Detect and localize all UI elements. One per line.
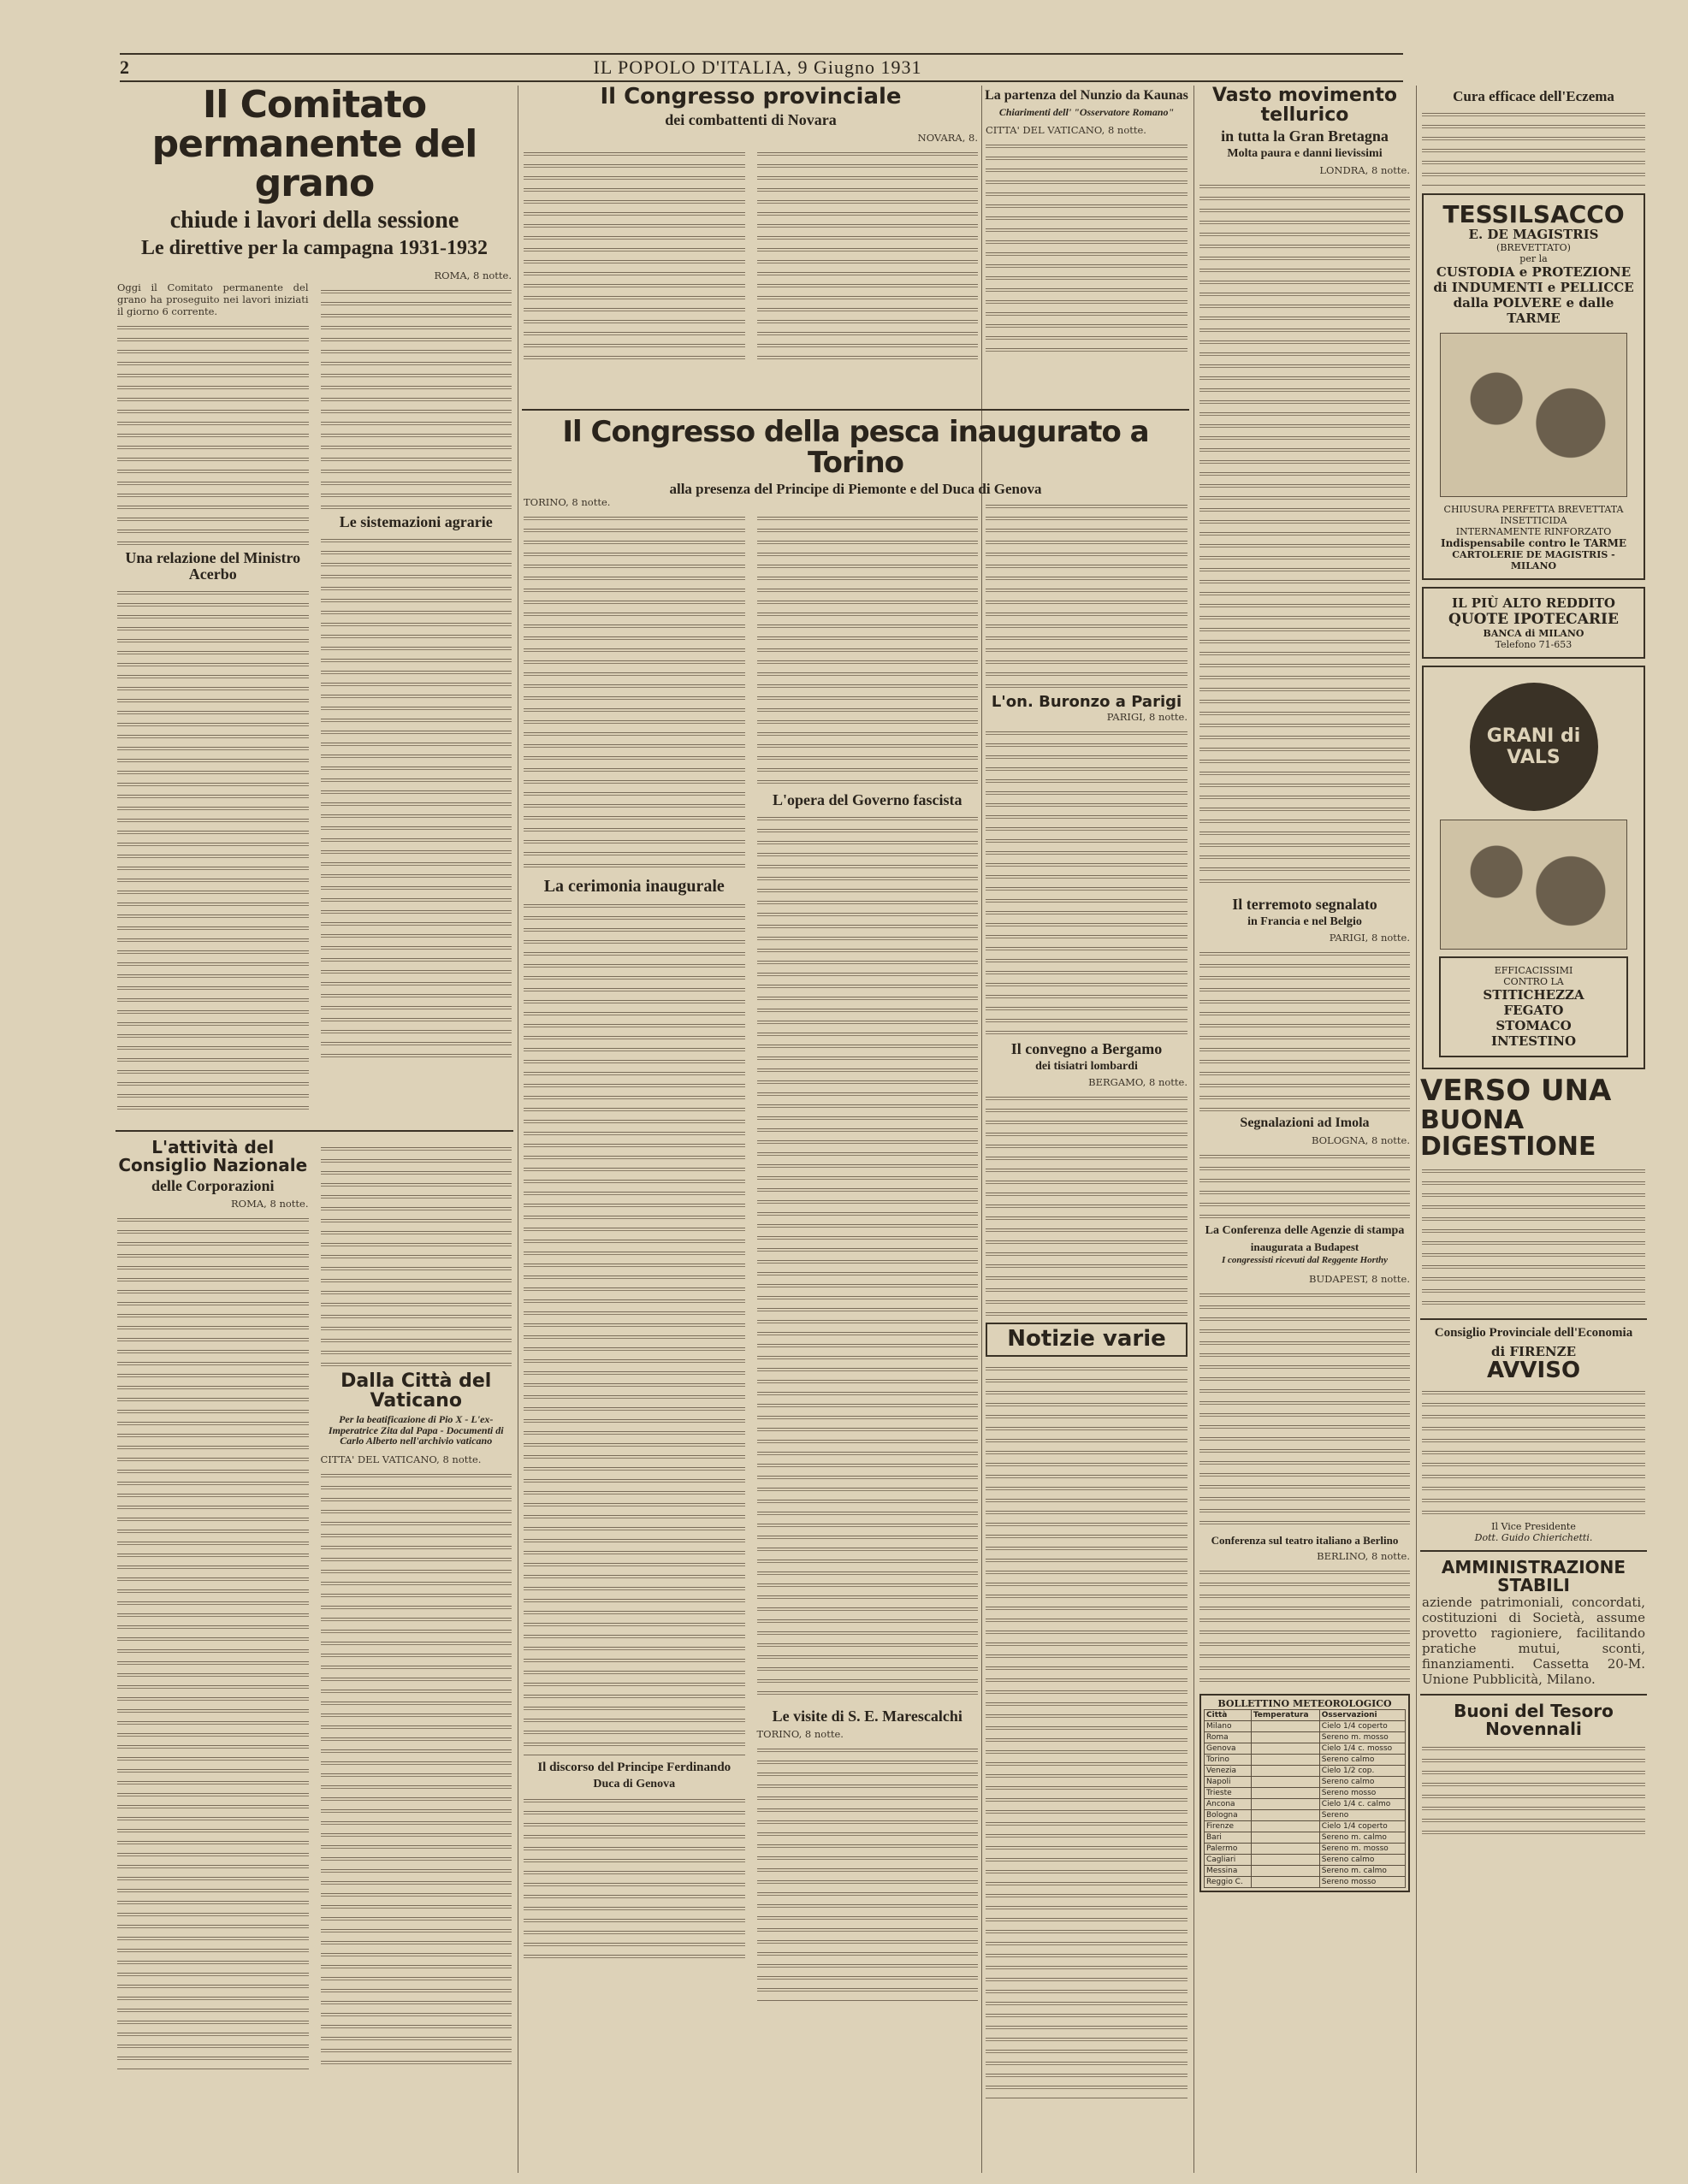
- subhead-corporazioni: delle Corporazioni: [151, 1176, 275, 1194]
- subhead-bergamo: dei tisiatri lombardi: [1035, 1059, 1138, 1073]
- ad-consiglio: [1420, 1327, 1647, 1543]
- ad-efficacissimi: [1439, 956, 1628, 1057]
- ad-text: di INDUMENTI e PELLICCE: [1433, 280, 1634, 296]
- headline-bergamo: Il convegno a Bergamo: [1010, 1039, 1163, 1057]
- divider: [1420, 1550, 1647, 1552]
- article-text-block: [757, 513, 979, 787]
- article-text-block: [321, 287, 512, 509]
- headline-pesca: Il Congresso della pesca inaugurato a Torino: [562, 415, 1149, 480]
- column-rule: [1416, 86, 1417, 2173]
- dateline: ROMA, 8 notte.: [231, 1197, 309, 1210]
- subhead-grano: chiude i lavori della sessione: [169, 206, 459, 234]
- article-text-block: [117, 323, 309, 545]
- column-4: [1198, 86, 1412, 2173]
- table-cell: Sereno calmo: [1319, 1754, 1405, 1765]
- table-cell: Cielo 1/4 coperto: [1319, 1720, 1405, 1731]
- dateline: LONDRA, 8 notte.: [1319, 163, 1410, 176]
- table-cell: Bari: [1205, 1832, 1252, 1843]
- section-heading: Una relazione del Ministro Acerbo: [125, 549, 301, 583]
- divider: [522, 409, 1189, 411]
- table-cell: Cielo 1/2 cop.: [1319, 1765, 1405, 1776]
- headline-imola: Segnalazioni ad Imola: [1240, 1116, 1370, 1131]
- ad-buoni: [1420, 1702, 1647, 1838]
- table-cell: Napoli: [1205, 1776, 1252, 1787]
- article-text-block: [321, 1144, 512, 1366]
- pesca-header: [522, 402, 1189, 500]
- article-text-block: [757, 814, 979, 1703]
- meteo-box: [1199, 1694, 1410, 1892]
- ad-text: AVVISO: [1486, 1357, 1581, 1383]
- table-row: [1205, 1776, 1406, 1787]
- table-cell: [1251, 1743, 1319, 1754]
- headline-tellurico: Vasto movimento tellurico: [1211, 86, 1398, 127]
- table-cell: Palermo: [1205, 1843, 1252, 1854]
- ad-text: CUSTODIA e PROTEZIONE: [1436, 264, 1632, 281]
- subhead-terremoto: in Francia e nel Belgio: [1247, 914, 1362, 928]
- table-cell: Sereno calmo: [1319, 1776, 1405, 1787]
- table-cell: Sereno m. calmo: [1319, 1832, 1405, 1843]
- article-text-block: [986, 1364, 1188, 2099]
- table-cell: Venezia: [1205, 1765, 1252, 1776]
- ad-tessilsacco-maker: E. DE MAGISTRIS: [1468, 227, 1599, 243]
- ad-text: CARTOLERIE DE MAGISTRIS - MILANO: [1452, 549, 1615, 572]
- table-cell: [1251, 1776, 1319, 1787]
- table-cell: [1251, 1854, 1319, 1865]
- masthead: [120, 53, 1403, 82]
- table-row: [1205, 1865, 1406, 1876]
- table-cell: [1251, 1720, 1319, 1731]
- table-cell: [1251, 1843, 1319, 1854]
- ad-digestione-title: VERSO UNA: [1420, 1074, 1612, 1109]
- ad-digestione-title: BUONA DIGESTIONE: [1420, 1104, 1596, 1163]
- ad-text-block: [1422, 1743, 1645, 1838]
- table-cell: Trieste: [1205, 1787, 1252, 1798]
- dateline: TORINO, 8 notte.: [756, 1727, 844, 1740]
- table-cell: Bologna: [1205, 1809, 1252, 1820]
- headline-principe: Il discorso del Principe Ferdinando: [537, 1761, 731, 1774]
- article-text-block: [524, 1796, 745, 1967]
- dateline: ROMA, 8 notte.: [434, 269, 512, 282]
- meteo-title: BOLLETTINO METEOROLOGICO: [1217, 1697, 1392, 1709]
- dateline: TORINO, 8 notte.: [524, 496, 611, 508]
- table-cell: Sereno m. mosso: [1319, 1843, 1405, 1854]
- table-cell: Cielo 1/4 c. calmo: [1319, 1798, 1405, 1809]
- headline-terremoto: Il terremoto segnalato: [1232, 895, 1377, 913]
- ad-text: CONTRO LA: [1503, 976, 1564, 988]
- article-text-block: [757, 149, 979, 363]
- column-rule: [1193, 86, 1194, 2173]
- ad-text: INSETTICIDA: [1500, 515, 1567, 527]
- ad-text: aziende patrimoniali, concordati, costituzioni di Società, assume provetto ragioniere, facilitando pratiche mutui, sconti, finanziamenti. Cassetta 20-M. Unione Pubblicità, Milano.: [1422, 1594, 1645, 1687]
- ad-text: BANCA di MILANO: [1483, 628, 1584, 640]
- table-row: [1205, 1843, 1406, 1854]
- table-cell: Sereno m. calmo: [1319, 1865, 1405, 1876]
- ad-text: STOMACO: [1496, 1018, 1572, 1034]
- ad-text-block: [1422, 1166, 1645, 1311]
- table-cell: Ancona: [1205, 1798, 1252, 1809]
- deck-grano: Le direttive per la campagna 1931-1932: [140, 236, 489, 259]
- divider: [1420, 1318, 1647, 1320]
- subhead-combattenti: dei combattenti di Novara: [665, 111, 837, 129]
- ad-text: CHIUSURA PERFETTA BREVETTATA: [1443, 504, 1624, 516]
- headline-teatro: Conferenza sul teatro italiano a Berlino: [1211, 1534, 1399, 1548]
- table-row: [1205, 1876, 1406, 1887]
- ad-tessilsacco-brevetto: (BREVETTATO): [1496, 242, 1571, 254]
- ad-text: Il Vice Presidente: [1491, 1520, 1576, 1532]
- deck-agenzie: I congressisti ricevuti dal Reggente Horthy: [1221, 1255, 1389, 1266]
- dateline: BOLOGNA, 8 notte.: [1311, 1134, 1410, 1147]
- meteo-table: [1204, 1709, 1406, 1888]
- dateline: NOVARA, 8.: [917, 132, 978, 145]
- section-governo: L'opera del Governo fascista: [773, 791, 962, 808]
- ad-text: QUOTE IPOTECARIE: [1448, 611, 1619, 629]
- ad-reddito-title: IL PIÙ ALTO REDDITO: [1452, 595, 1615, 612]
- table-cell: Sereno calmo: [1319, 1854, 1405, 1865]
- table-cell: Genova: [1205, 1743, 1252, 1754]
- notizie-varie-box: [986, 1323, 1188, 1356]
- table-cell: [1251, 1809, 1319, 1820]
- article-text-block: [1199, 949, 1410, 1111]
- ad-buoni-title: Buoni del Tesoro Novennali: [1454, 1700, 1614, 1739]
- headline-grano: Il Comitato permanente del grano: [151, 86, 477, 206]
- column-2-top: [522, 86, 980, 394]
- table-cell: Sereno m. mosso: [1319, 1731, 1405, 1743]
- ad-reddito: [1422, 587, 1645, 659]
- table-cell: Cielo 1/4 coperto: [1319, 1820, 1405, 1832]
- headline-nunzio: La partenza del Nunzio da Kaunas: [985, 88, 1188, 103]
- table-cell: Cagliari: [1205, 1854, 1252, 1865]
- section-cerimonia: La cerimonia inaugurale: [543, 877, 725, 896]
- ad-illustration: [1440, 333, 1627, 497]
- ad-text: di FIRENZE: [1490, 1343, 1577, 1359]
- article-text-block: [986, 728, 1188, 1036]
- headline-notizie: Notizie varie: [1007, 1326, 1166, 1352]
- article-text-block: [321, 1471, 512, 2069]
- ad-text: per la: [1519, 253, 1548, 265]
- article-lead: Oggi il Comitato permanente del grano ha proseguito nei lavori iniziati il giorno 6 corrente.: [117, 281, 309, 318]
- ad-amm-title: AMMINISTRAZIONE STABILI: [1441, 1556, 1626, 1595]
- table-cell: [1251, 1820, 1319, 1832]
- table-cell: [1251, 1754, 1319, 1765]
- subhead-vaticano: Per la beatificazione di Pio X - L'ex-Imperatrice Zita dal Papa - Documenti di Carlo Alberto nell'archivio vaticano: [328, 1413, 504, 1447]
- subhead-tellurico: in tutta la Gran Bretagna: [1221, 127, 1389, 145]
- column-rule: [981, 86, 982, 2173]
- headline-combattenti: Il Congresso provinciale: [600, 86, 902, 109]
- article-text-block: [117, 1215, 309, 2070]
- article-text-block: [1199, 1290, 1410, 1530]
- article-text-block: [986, 141, 1188, 355]
- dateline: CITTA' DEL VATICANO, 8 notte.: [986, 124, 1146, 137]
- column-5-ads: [1420, 86, 1647, 2173]
- headline-vaticano: Dalla Città del Vaticano: [341, 1370, 492, 1412]
- meteo-header: Città: [1205, 1709, 1252, 1720]
- table-row: [1205, 1720, 1406, 1731]
- article-text-block: [117, 588, 309, 1118]
- table-cell: [1251, 1787, 1319, 1798]
- table-cell: [1251, 1876, 1319, 1887]
- headline-marescalchi: Le visite di S. E. Marescalchi: [772, 1707, 962, 1725]
- column-3-lower: [984, 496, 1189, 2173]
- ad-grani: [1422, 666, 1645, 1069]
- ad-text: dalla POLVERE e dalle TARME: [1453, 295, 1614, 327]
- table-row: [1205, 1743, 1406, 1754]
- deck-tellurico: Molta paura e danni lievissimi: [1227, 147, 1383, 161]
- headline-agenzie: La Conferenza delle Agenzie di stampa: [1205, 1224, 1405, 1238]
- table-cell: Milano: [1205, 1720, 1252, 1731]
- ad-text: FEGATO: [1503, 1003, 1564, 1019]
- article-text-block: [986, 1093, 1188, 1316]
- ad-tessilsacco: [1422, 193, 1645, 580]
- table-row: [1205, 1731, 1406, 1743]
- ad-text: Indispensabile contro le TARME: [1440, 537, 1627, 550]
- subhead-agenzie: inaugurata a Budapest: [1250, 1240, 1359, 1253]
- article-text-block: [524, 149, 745, 363]
- table-cell: [1251, 1765, 1319, 1776]
- dateline: CITTA' DEL VATICANO, 8 notte.: [320, 1453, 482, 1465]
- article-text-block: [524, 513, 745, 873]
- divider: [1420, 1694, 1647, 1696]
- article-text-block: [524, 901, 745, 1756]
- section-heading: Le sistemazioni agrarie: [339, 513, 493, 531]
- headline-buronzo: L'on. Buronzo a Parigi: [991, 693, 1182, 711]
- table-cell: Firenze: [1205, 1820, 1252, 1832]
- meteo-header: Osservazioni: [1319, 1709, 1405, 1720]
- ad-text: INTESTINO: [1490, 1033, 1577, 1050]
- column-1: [115, 86, 513, 2173]
- ad-text: STITICHEZZA: [1483, 987, 1584, 1003]
- ad-consiglio-title: Consiglio Provinciale dell'Economia: [1434, 1325, 1633, 1340]
- table-row: [1205, 1854, 1406, 1865]
- table-row: [1205, 1809, 1406, 1820]
- ad-eczema-title: Cura efficace dell'Eczema: [1453, 88, 1614, 104]
- article-text-block: [321, 536, 512, 1066]
- column-2-lower: [522, 496, 980, 2173]
- table-cell: Roma: [1205, 1731, 1252, 1743]
- dateline: PARIGI, 8 notte.: [1329, 932, 1410, 944]
- masthead-title: IL POPOLO D'ITALIA, 9 Giugno 1931: [593, 56, 922, 78]
- table-row: [1205, 1787, 1406, 1798]
- table-row: [1205, 1820, 1406, 1832]
- table-row: [1205, 1765, 1406, 1776]
- page-number: 2: [120, 56, 129, 78]
- article-text-block: [1199, 1567, 1410, 1687]
- ad-text-block: [1422, 1388, 1645, 1516]
- table-cell: Sereno mosso: [1319, 1876, 1405, 1887]
- table-cell: [1251, 1832, 1319, 1843]
- table-cell: Cielo 1/4 c. mosso: [1319, 1743, 1405, 1754]
- table-cell: Reggio C.: [1205, 1876, 1252, 1887]
- table-row: [1205, 1754, 1406, 1765]
- table-cell: [1251, 1865, 1319, 1876]
- dateline: BERGAMO, 8 notte.: [1088, 1076, 1188, 1089]
- column-3-top: [984, 86, 1189, 394]
- ad-text: INTERNAMENTE RINFORZATO: [1455, 526, 1612, 538]
- table-cell: Sereno mosso: [1319, 1787, 1405, 1798]
- article-text-block: [986, 501, 1188, 690]
- ad-tessilsacco-brand: TESSILSACCO: [1442, 199, 1625, 228]
- table-cell: Messina: [1205, 1865, 1252, 1876]
- divider: [115, 1130, 513, 1132]
- table-row: [1205, 1832, 1406, 1843]
- table-cell: [1251, 1731, 1319, 1743]
- article-text-block: [1199, 1151, 1410, 1220]
- headline-corporazioni: L'attività del Consiglio Nazionale: [118, 1136, 308, 1175]
- dateline: BERLINO, 8 notte.: [1317, 1549, 1410, 1562]
- ad-text: EFFICACISSIMI: [1494, 965, 1573, 977]
- ad-text-block: [1422, 109, 1645, 186]
- dateline: BUDAPEST, 8 notte.: [1309, 1273, 1410, 1286]
- ad-illustration: [1440, 820, 1627, 950]
- table-cell: Sereno: [1319, 1809, 1405, 1820]
- subhead-principe: Duca di Genova: [593, 1777, 676, 1790]
- ad-digestione: [1420, 1076, 1647, 1311]
- table-cell: Torino: [1205, 1754, 1252, 1765]
- meteo-header: Temperatura: [1251, 1709, 1319, 1720]
- table-cell: [1251, 1798, 1319, 1809]
- grani-logo-icon: GRANI di VALS: [1470, 683, 1598, 811]
- ad-text: Dott. Guido Chierichetti.: [1474, 1531, 1593, 1543]
- article-text-block: [1199, 181, 1410, 891]
- subhead-pesca: alla presenza del Principe di Piemonte e del Duca di Genova: [669, 481, 1042, 498]
- article-text-block: [757, 1745, 979, 2002]
- table-row: [1205, 1798, 1406, 1809]
- ad-amministrazione: [1420, 1556, 1647, 1687]
- subhead-nunzio: Chiarimenti dell' "Osservatore Romano": [998, 105, 1175, 118]
- ad-text: Telefono 71-653: [1495, 639, 1573, 651]
- dateline: PARIGI, 8 notte.: [1106, 710, 1188, 723]
